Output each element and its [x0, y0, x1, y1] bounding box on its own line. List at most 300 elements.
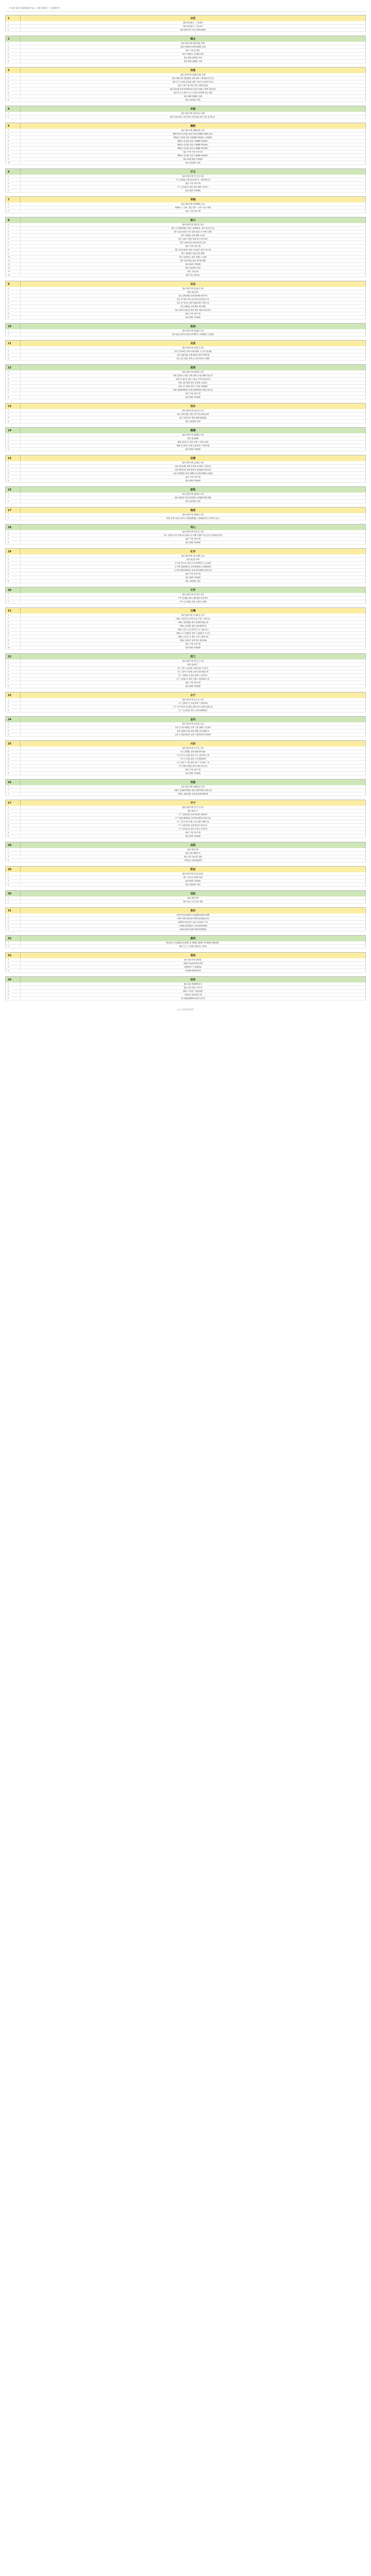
row-index: 1 — [6, 461, 21, 464]
day-spacer — [5, 423, 366, 425]
row-index: 4 — [6, 53, 21, 56]
itinerary-row — [5, 28, 366, 32]
row-index: 2 — [6, 374, 21, 377]
itinerary-row — [5, 513, 366, 517]
day-spacer — [5, 483, 366, 484]
row-index: 3 — [6, 500, 21, 503]
row-text: 接站 酒店早餐【中卫】出发 — [182, 175, 204, 177]
itinerary-row — [5, 628, 366, 632]
itinerary-row — [5, 378, 366, 381]
day-title: 石嘴 — [190, 609, 196, 613]
day-number: 12 — [6, 365, 21, 370]
footer-note: 以上行程仅供参考 — [177, 1008, 194, 1011]
row-index: 8 — [6, 831, 21, 834]
row-text: 平罗【沙湖】游览 沙湖 湖泊 沙漠 观鸟 — [178, 597, 208, 599]
day-title: 青铜 — [190, 198, 196, 201]
row-index: 3 — [6, 136, 21, 139]
row-index: 5 — [6, 238, 21, 241]
itinerary-row — [5, 333, 366, 336]
row-text: 接站 午餐 享用午餐 — [185, 572, 201, 575]
row-text: 接站 酒店早餐【沙坡头】参观 — [181, 112, 205, 114]
itinerary-row — [5, 433, 366, 437]
row-text: 接站 送站【火车站】返程 — [183, 900, 203, 903]
day-block — [5, 866, 366, 888]
row-text: 接站 返回酒店 休息 — [185, 500, 201, 502]
day-spacer — [5, 862, 366, 864]
day-header — [5, 123, 366, 129]
row-index: 4 — [6, 541, 21, 544]
row-text: 银川【海宝塔】参观 海宝塔 北塔 — [180, 241, 206, 244]
row-text: 接站 晚餐 享用晚餐 — [185, 448, 201, 450]
row-text: 接站 送站【机场】 — [185, 274, 200, 276]
row-index: 2 — [6, 77, 21, 80]
row-text: 接站 酒店早餐【腾格里】出发 — [181, 129, 205, 131]
day-block — [5, 952, 366, 974]
row-index: 5 — [6, 56, 21, 59]
row-index: 5 — [6, 476, 21, 479]
row-index: 5 — [6, 448, 21, 451]
row-text: 接站 晚餐 享用晚餐 — [185, 396, 201, 398]
itinerary-row — [5, 252, 366, 256]
row-text: 接站 酒店早餐【灵武】出发 — [182, 346, 204, 349]
row-index: 5 — [6, 385, 21, 388]
itinerary-row — [5, 722, 366, 726]
row-text: 红寺堡【移民博物馆】参观 移民博物馆 移民历史 — [174, 569, 212, 571]
row-text: 中宁【枸杞园】参观 枸杞园 采摘体验 — [178, 813, 208, 816]
row-text: 永宁【中华回乡文化园】参观 回乡文化园 回族文化 — [173, 705, 213, 708]
row-text: 银川【鼓楼步行街】游览 购物 — [181, 252, 205, 255]
row-text: 行程中景点游览顺序可能根据实际情况调整 — [176, 913, 210, 916]
day-spacer — [5, 503, 366, 505]
day-number: 32 — [6, 936, 21, 941]
itinerary-row — [5, 80, 366, 84]
row-text: 接站 酒店早餐【永宁】出发 — [182, 698, 204, 701]
day-header — [5, 952, 366, 958]
row-index: 10 — [6, 646, 21, 649]
row-text: 海原 参观 天都山 南华山 海原地震遗址 了解地震历史 自然风光 登山 — [166, 517, 220, 519]
row-index: 3 — [6, 990, 21, 993]
day-spacer — [5, 688, 366, 690]
day-header — [5, 935, 366, 941]
row-index: 4 — [6, 757, 21, 760]
itinerary-row — [5, 827, 366, 831]
row-text: 接站 午餐 午餐 享用午餐 宁夏特色菜品 — [178, 84, 208, 87]
day-number: 29 — [6, 867, 21, 872]
itinerary-row — [5, 154, 366, 158]
row-index: 7 — [6, 827, 21, 831]
itinerary-row — [5, 143, 366, 147]
itinerary-row — [5, 234, 366, 238]
itinerary-row — [5, 346, 366, 350]
itinerary-row — [5, 831, 366, 835]
day-block — [5, 281, 366, 321]
row-text: 兴庆【宁园】游览 宁园 园林景观 — [180, 757, 206, 760]
day-spacer — [5, 948, 366, 950]
day-number: 9 — [6, 281, 21, 287]
row-index: 4 — [6, 565, 21, 568]
day-spacer — [5, 796, 366, 798]
row-text: 银川【宁夏博物馆】参观 宁夏博物馆 了解宁夏历史文化 — [171, 227, 215, 229]
itinerary-row — [5, 230, 366, 234]
row-text: 接站 酒店早餐【银川】出发 — [182, 223, 204, 226]
itinerary-row — [5, 997, 366, 1001]
row-text: 如有疑问请联系导游 — [185, 969, 201, 972]
itinerary-row — [5, 917, 366, 921]
row-text: 兴庆【鼓楼】参观 鼓楼 城市地标 — [180, 750, 206, 753]
itinerary-row — [5, 350, 366, 353]
row-text: 接站 午餐 午餐 享用午餐 — [183, 150, 203, 153]
day-block — [5, 427, 366, 453]
itinerary-row — [5, 702, 366, 705]
row-text: 接站 酒店早餐【隆德】出发 — [182, 433, 204, 436]
row-text: 接站 酒店早餐【贺兰】出发 — [182, 659, 204, 662]
row-text: 灵武【水洞沟】参观 水洞沟遗址 古人类文化遗址 — [174, 350, 212, 352]
itinerary-row — [5, 388, 366, 392]
day-header — [5, 866, 366, 872]
row-index: 2 — [6, 350, 21, 353]
row-text: 接站 晚餐 享用晚餐 — [185, 316, 201, 318]
itinerary-row — [5, 765, 366, 768]
itinerary-row — [5, 600, 366, 604]
itinerary-row — [5, 646, 366, 650]
row-text: 灵武【藏兵洞】参观 藏兵洞 明代军事设施 — [176, 353, 210, 356]
row-text: 接站 午餐 享用午餐 — [185, 537, 201, 540]
itinerary-row — [5, 287, 366, 291]
itinerary-row — [5, 530, 366, 534]
row-text: 腾格里【沙漠】游览 沙漠越野 骆驼骑行 — [177, 140, 209, 142]
row-index: 8 — [6, 154, 21, 157]
itinerary-row — [5, 663, 366, 667]
itinerary-row — [5, 25, 366, 28]
itinerary-row — [5, 928, 366, 931]
itinerary-row — [5, 681, 366, 685]
row-text: 接站 午餐 享用午餐 — [185, 476, 201, 478]
row-index: 1 — [6, 433, 21, 436]
row-text: 接站 酒店早餐【西夏王陵】参观 — [180, 73, 206, 76]
row-index: 4 — [6, 444, 21, 447]
day-spacer — [5, 361, 366, 362]
day-block — [5, 740, 366, 777]
itinerary-row — [5, 698, 366, 702]
day-header — [5, 455, 366, 461]
row-index: 6 — [6, 147, 21, 150]
row-index: 9 — [6, 158, 21, 161]
day-number: 18 — [6, 524, 21, 530]
itinerary-row — [5, 248, 366, 252]
day-header — [5, 890, 366, 896]
row-text: 接站 晚餐 享用晚餐 — [185, 189, 201, 192]
row-index: 10 — [6, 161, 21, 164]
day-spacer — [5, 775, 366, 777]
row-index: 8 — [6, 312, 21, 315]
day-block — [5, 15, 366, 33]
itinerary-row — [5, 374, 366, 378]
day-header — [5, 800, 366, 806]
row-index: 1 — [6, 659, 21, 663]
row-text: 银川【老城区】游览 老城区 文化街 — [179, 256, 207, 258]
row-index: 1 — [6, 554, 21, 557]
row-text: 期待下次再见 宁夏欢迎您 — [183, 990, 203, 992]
row-text: 接站 午餐 享用午餐 — [185, 831, 201, 834]
itinerary-row — [5, 962, 366, 965]
itinerary-row — [5, 312, 366, 316]
row-text: 接站 晚餐【晚餐】自理 — [184, 60, 202, 62]
row-index: 8 — [6, 396, 21, 399]
row-text: 兴庆【南门广场】游览 南门广场 城市广场 — [176, 761, 210, 764]
row-text: 行程结束 欢迎再来宁夏 — [184, 993, 202, 996]
row-index: 4 — [6, 993, 21, 996]
row-index: 12 — [6, 263, 21, 266]
row-index: 3 — [6, 416, 21, 419]
row-text: 接站 返回酒店 休息 — [185, 266, 201, 269]
row-text: 金凤【宁夏大剧院】参观 宁夏大剧院 文化演出 — [175, 726, 211, 728]
itinerary-row — [5, 820, 366, 824]
row-index: 4 — [6, 420, 21, 423]
itinerary-row — [5, 202, 366, 206]
itinerary-row — [5, 750, 366, 754]
row-text: 吴忠【牛家坊】参观 回族民俗村 民俗文化 — [176, 301, 210, 304]
itinerary-row — [5, 768, 366, 772]
row-text: 接站 晚餐 享用晚餐 — [185, 879, 201, 882]
day-title: 出发 — [190, 17, 196, 20]
itinerary-row — [5, 789, 366, 792]
day-spacer — [5, 583, 366, 585]
day-number: 21 — [6, 608, 21, 614]
row-index: 4 — [6, 298, 21, 301]
row-index: 5 — [6, 189, 21, 192]
day-block — [5, 507, 366, 522]
row-index: 9 — [6, 252, 21, 255]
row-text: 接站 酒店早餐【自由活动】 — [182, 872, 204, 875]
itinerary-row — [5, 115, 366, 119]
itinerary-row — [5, 709, 366, 713]
itinerary-row — [5, 263, 366, 266]
row-index: 14 — [6, 270, 21, 273]
itinerary-row — [5, 639, 366, 642]
day-block — [5, 779, 366, 798]
itinerary-row — [5, 576, 366, 580]
day-number: 22 — [6, 654, 21, 659]
row-index: 7 — [6, 635, 21, 638]
row-index: 1 — [6, 493, 21, 496]
itinerary-row — [5, 824, 366, 827]
row-text: 石嘴山【工业遗址】参观 工业遗址 矿山文化 — [176, 632, 210, 634]
row-index: 2 — [6, 726, 21, 729]
row-index: 1 — [6, 112, 21, 115]
row-index: 7 — [6, 768, 21, 771]
row-text: 接站 酒店早餐【镇北堡】参观 — [181, 42, 205, 44]
day-number: 24 — [6, 717, 21, 722]
day-title: 附加 — [190, 868, 196, 871]
itinerary-row — [5, 597, 366, 600]
itinerary-row — [5, 381, 366, 385]
day-block — [5, 935, 366, 950]
day-header — [5, 15, 366, 21]
row-index: 13 — [6, 266, 21, 269]
itinerary-row — [5, 921, 366, 924]
row-index: 2 — [6, 227, 21, 230]
row-index: 8 — [6, 248, 21, 251]
row-index: 1 — [6, 513, 21, 516]
itinerary-row — [5, 84, 366, 88]
row-text: 腾格里【沙漠】游览 沙漠越野 骆驼骑行 — [177, 154, 209, 157]
row-index: 6 — [6, 677, 21, 681]
day-title: 西夏 — [190, 781, 196, 784]
row-text: 接站 抵达红寺堡 — [187, 558, 199, 561]
day-title: 腾格 — [190, 125, 196, 128]
itinerary-row — [5, 88, 366, 91]
itinerary-row — [5, 112, 366, 115]
row-index: 2 — [6, 945, 21, 948]
day-title: 备注 — [190, 909, 196, 912]
day-title: 泾源 — [190, 457, 196, 460]
row-index: 2 — [6, 413, 21, 416]
row-text: 沙漠地区昼夜温差大 请注意防寒保暖 — [178, 924, 208, 927]
day-number: 27 — [6, 800, 21, 806]
row-text: 接站 酒店早餐 — [187, 848, 199, 851]
itinerary-row — [5, 56, 366, 60]
day-block — [5, 692, 366, 714]
day-header — [5, 340, 366, 346]
row-text: 腾格里【沙漠】游览 沙漠越野 骆驼骑行 — [177, 147, 209, 149]
day-block — [5, 67, 366, 104]
day-number: 19 — [6, 549, 21, 554]
row-index: 3 — [6, 965, 21, 969]
day-header — [5, 507, 366, 513]
itinerary-row — [5, 45, 366, 49]
row-text: 接站 抵达贺兰 — [187, 663, 199, 666]
itinerary-row — [5, 147, 366, 150]
row-text: 接站 抵达银川，自由活动 — [183, 25, 203, 27]
row-text: 接站 酒店早餐【西夏区】出发 — [181, 785, 205, 788]
itinerary-row — [5, 444, 366, 448]
row-text: 红寺堡【葡萄酒庄】参观 葡萄酒庄 品鉴葡萄酒 — [175, 565, 211, 568]
row-text: 隆德【老巷子】游览 老巷子 民俗文化街 — [177, 440, 209, 443]
day-header — [5, 907, 366, 913]
row-index: 5 — [6, 997, 21, 1000]
itinerary-row — [5, 642, 366, 646]
day-title: 银川 — [190, 219, 196, 222]
day-block — [5, 976, 366, 1002]
row-text: 接站 盐池 参观 哈巴湖 自然保护区 沙漠湿地 生态旅游 — [172, 333, 214, 335]
itinerary-row — [5, 150, 366, 154]
row-text: 请携带好身份证件 注意人身及财产安全 — [178, 921, 208, 923]
row-index: 2 — [6, 750, 21, 753]
row-index: 1 — [6, 896, 21, 900]
row-index: 2 — [6, 597, 21, 600]
itinerary-row — [5, 859, 366, 862]
row-text: 西夏区【镇北堡】参观 镇北堡西部影城 — [178, 792, 208, 795]
row-index: 2 — [6, 962, 21, 965]
itinerary-row — [5, 136, 366, 140]
row-index: 2 — [6, 789, 21, 792]
row-text: 贺兰【滚钟口】游览 滚钟口 自然风光 — [178, 674, 208, 676]
row-text: 石嘴山【贺兰山】游览 贺兰山 岩画 登山 — [177, 628, 209, 631]
itinerary-row — [5, 266, 366, 270]
row-text: 永宁【纳家户】参观 纳家户 回族村落 — [178, 702, 208, 704]
row-text: 中卫【高庙】参观 高庙 保安寺 了解宗教文化 — [175, 178, 211, 181]
row-index: 2 — [6, 517, 21, 520]
row-text: 彭阳【梯田】游览 彭阳梯田 壮观梯田景观 摄影 — [174, 496, 212, 499]
row-text: 固原【固原博物馆】参观 固原博物馆 丝绸之路文化 — [173, 388, 213, 391]
day-title: 金凤 — [190, 718, 196, 721]
row-text: 接站 酒店早餐【彭阳】出发 — [182, 493, 204, 495]
row-text: 泾源【老龙潭】游览 老龙潭 泾河源头 自然风光 — [174, 465, 212, 467]
day-title: 费用 — [190, 937, 196, 940]
itinerary-row — [5, 624, 366, 628]
day-number: 28 — [6, 842, 21, 848]
day-header — [5, 548, 366, 554]
itinerary-row — [5, 517, 366, 520]
day-number: 15 — [6, 455, 21, 461]
day-number: 20 — [6, 587, 21, 593]
row-text: 接站 酒店早餐 — [187, 896, 199, 899]
day-block — [5, 364, 366, 401]
row-index: 3 — [6, 600, 21, 603]
itinerary-row — [5, 990, 366, 993]
row-index: 7 — [6, 95, 21, 98]
itinerary-row — [5, 357, 366, 361]
day-header — [5, 692, 366, 698]
itinerary-row — [5, 175, 366, 178]
day-number: 3 — [6, 67, 21, 73]
row-text: 接站 返回酒店 休息 — [185, 883, 201, 886]
itinerary-row — [5, 670, 366, 674]
row-text: 接站 酒店早餐【同心】出发 — [182, 530, 204, 533]
itinerary-row — [5, 809, 366, 813]
row-index: 1 — [6, 175, 21, 178]
row-index: 9 — [6, 835, 21, 838]
itinerary-row — [5, 316, 366, 319]
row-text: 银川【鼓楼】参观 鼓楼 玉皇阁 — [181, 234, 205, 236]
row-text: 同心【清真大寺】参观 同心清真大寺 伊斯兰建筑 历史文化 红军西征纪念馆 — [164, 534, 222, 536]
row-index: 1 — [6, 722, 21, 725]
day-title: 沙坡 — [190, 108, 196, 111]
itinerary-row — [5, 733, 366, 737]
row-text: 接站 沙湖景区【沙湖】游览 — [182, 53, 204, 55]
day-spacer — [5, 165, 366, 166]
row-text: 接站 酒店早餐【中宁】出发 — [182, 806, 204, 808]
itinerary-row — [5, 500, 366, 503]
row-text: 平罗【玉皇阁】参观 玉皇阁 古建筑 — [179, 600, 207, 603]
itinerary-row — [5, 730, 366, 733]
row-index: 5 — [6, 628, 21, 631]
row-text: 接站 午餐【午餐】 — [185, 49, 200, 52]
row-text: 费用不含 个人消费 自费项目 单房差 — [179, 945, 207, 947]
itinerary-row — [5, 245, 366, 248]
itinerary-row — [5, 256, 366, 259]
row-text: 腾格里沙漠【沙漠】游览 体验沙漠越野 骑骆驼 滑沙 — [173, 132, 213, 135]
day-spacer — [5, 737, 366, 738]
row-index: 7 — [6, 576, 21, 579]
row-text: 西吉【将台堡】参观 红军长征会师纪念馆 — [177, 413, 209, 415]
row-index: 8 — [6, 639, 21, 642]
itinerary-row — [5, 437, 366, 440]
day-block — [5, 890, 366, 905]
row-index: 6 — [6, 572, 21, 575]
day-spacer — [5, 973, 366, 974]
itinerary-row — [5, 385, 366, 388]
row-index: 1 — [6, 42, 21, 45]
itinerary-row — [5, 772, 366, 775]
day-header — [5, 587, 366, 593]
row-text: 接站 镇北堡 参观 西部影视城 参观 古城墙 古建筑 观光游览 — [170, 88, 216, 90]
row-text: 接站 晚餐 享用晚餐 — [185, 541, 201, 544]
row-index: 4 — [6, 817, 21, 820]
row-text: 西吉【党家岔】游览 震湖 地震遗址 — [179, 416, 207, 419]
itinerary-row — [5, 614, 366, 617]
row-index: 1 — [6, 982, 21, 986]
